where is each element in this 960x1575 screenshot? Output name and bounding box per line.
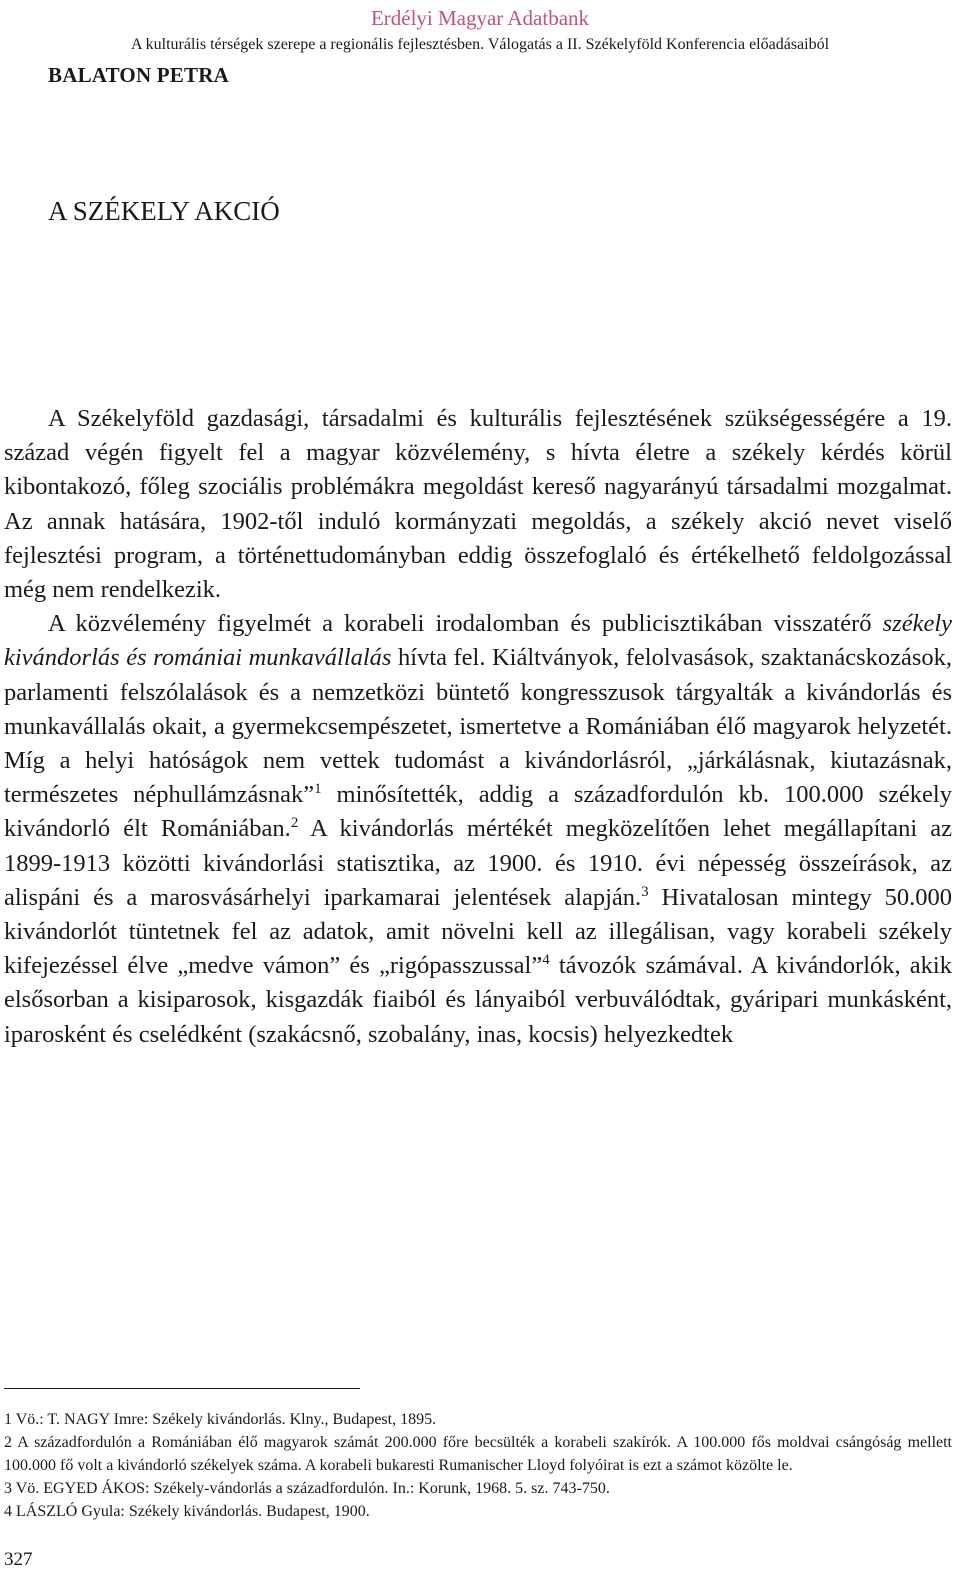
paragraph-2 [4, 607, 952, 1052]
footnote-1: 1 Vö.: T. NAGY Imre: Székely kivándorlás. Klny., Budapest, 1895. [4, 1411, 437, 1428]
footnote-ref-3[interactable]: 3 [641, 883, 649, 900]
author-name: BALATON PETRA [48, 63, 229, 87]
paragraph-1: A Székelyföld gazdasági, társadalmi és kulturális fejlesztésének szükségességére a 19. század végén figyelt fel a magyar közvélemény, s hívta életre a székely kérdés körül kibontakozó, főleg szociális problémákra megoldást kereső nagyarányú társadalmi mozgalmat. Az annak hatására, 1902-től induló kormányzati megoldás, a székely akció nevet viselő fejlesztési program, a történettudományban eddig összefoglaló és értékelhető feldolgozással még nem rendelkezik. [4, 405, 952, 604]
footnote-separator [4, 1388, 360, 1389]
footnote-2: 2 A századfordulón a Romániában élő magyarok számát 200.000 főre becsülték a korabeli szakírók. A 100.000 fős moldvai csángóság mellett 100.000 fő volt a kivándorló székelyek száma. A korabeli bukaresti Rumanischer Lloyd folyóirat is ezt a számot közölte le. [4, 1434, 952, 1474]
paragraph-2-text-e: Hivatalosan mintegy 50.000 kivándorlót tüntetnek fel az adatok, amit növelni kell az illegálisan, vagy korabeli székely kifejezéssel élve „medve vámon” és „rigópasszussal” [4, 883, 952, 980]
paragraph-2-text-d: A kivándorlás mértékét megközelítően lehet megállapítani az 1899-1913 közötti kivándorlási statisztika, az 1900. és 1910. évi népesség összeírások, az alispáni és a marosvásárhelyi iparkamarai jelentések alapján. [4, 815, 952, 911]
paragraph-2-text-a: A közvélemény figyelmét a korabeli irodalomban és publicisztikában visszatérő [48, 610, 883, 638]
footnotes [4, 1408, 952, 1523]
footnote-ref-1[interactable]: 1 [314, 781, 322, 798]
emphasis-text: székely kivándorlás és romániai munkavállalás [4, 610, 952, 672]
site-title: Erdélyi Magyar Adatbank [370, 6, 590, 30]
article-body [4, 402, 952, 1052]
paragraph-2-text-b: hívta fel. Kiáltványok, felolvasások, szaktanácskozások, parlamenti felszólalások és a nemzetközi büntető kongresszusok tárgyalták a kivándorlás és munkavállalás okait, a gyermekcsempészetet, ismertetve a Romániában élő magyarok helyzetét. Míg a helyi hatóságok nem vettek tudomást a kivándorlásról, „járkálásnak, kiutazásnak, természetes néphullámzásnak” [4, 644, 953, 809]
paragraph-2-text-c: minősítették, addig a századfordulón kb. 100.000 székely kivándorló élt Romániában. [4, 781, 952, 843]
footnote-3: 3 Vö. EGYED ÁKOS: Székely-vándorlás a századfordulón. In.: Korunk, 1968. 5. sz. 743-750. [4, 1480, 610, 1497]
paragraph-2-text-f: távozók számával. A kivándorlók, akik elsősorban a kisiparosok, kisgazdák fiaiból és lányaiból verbuválódtak, gyáripari munkásként, iparosként és cselédként (szakácsnő, szobalány, inas, kocsis) helyezkedtek [4, 952, 952, 1048]
footnote-4: 4 LÁSZLÓ Gyula: Székely kivándorlás. Budapest, 1900. [4, 1503, 370, 1520]
footnote-ref-4[interactable]: 4 [542, 952, 550, 969]
series-title: A kulturális térségek szerepe a regionális fejlesztésben. Válogatás a II. Székelyföld Konferencia előadásaiból [130, 36, 830, 53]
page-number: 327 [4, 1549, 33, 1570]
footnote-ref-2[interactable]: 2 [290, 815, 299, 832]
article-title: A SZÉKELY AKCIÓ [48, 196, 280, 226]
